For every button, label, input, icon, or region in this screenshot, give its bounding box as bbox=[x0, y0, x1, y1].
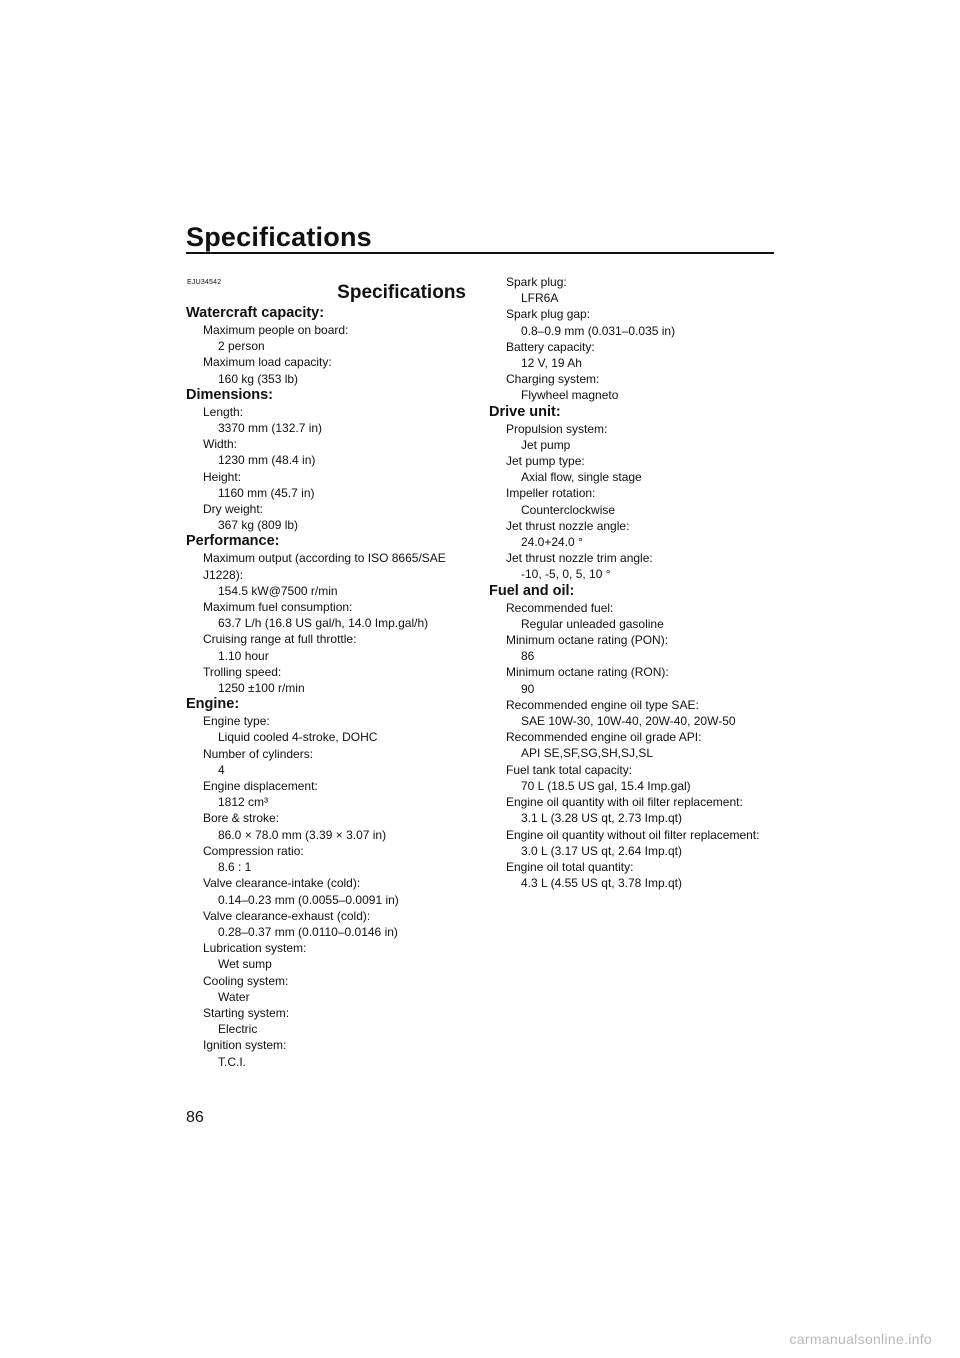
spec-label: Maximum load capacity: bbox=[203, 355, 332, 370]
spec-item bbox=[186, 436, 468, 468]
spec-item bbox=[489, 485, 779, 517]
spec-item bbox=[186, 469, 468, 501]
spec-value: 367 kg (809 lb) bbox=[218, 518, 299, 533]
spec-value: API SE,SF,SG,SH,SJ,SL bbox=[521, 746, 654, 761]
spec-item bbox=[186, 404, 468, 436]
spec-value: 3370 mm (132.7 in) bbox=[218, 421, 323, 436]
spec-label: Ignition system: bbox=[203, 1038, 287, 1053]
spec-label: Height: bbox=[203, 469, 242, 484]
spec-label: Spark plug: bbox=[506, 275, 567, 289]
spec-item bbox=[489, 453, 779, 485]
spec-label: Dry weight: bbox=[203, 502, 264, 517]
spec-value: 154.5 kW@7500 r/min bbox=[218, 583, 338, 598]
spec-value: Axial flow, single stage bbox=[521, 470, 642, 485]
spec-value: Flywheel magneto bbox=[521, 388, 619, 403]
spec-group-heading-watercraft-capacity: Watercraft capacity: bbox=[186, 305, 325, 321]
spec-label: Width: bbox=[203, 437, 238, 452]
spec-value: 0.14–0.23 mm (0.0055–0.0091 in) bbox=[218, 892, 399, 907]
spec-label: Maximum people on board: bbox=[203, 323, 349, 337]
spec-value: 63.7 L/h (16.8 US gal/h, 14.0 Imp.gal/h) bbox=[218, 616, 429, 631]
spec-label: Minimum octane rating (RON): bbox=[506, 665, 669, 680]
spec-value: 0.8–0.9 mm (0.031–0.035 in) bbox=[521, 323, 676, 338]
spec-label: Recommended fuel: bbox=[506, 600, 614, 615]
spec-label: Engine displacement: bbox=[203, 779, 318, 794]
section-title: Specifications bbox=[337, 282, 466, 303]
spec-group-heading-drive-unit: Drive unit: bbox=[489, 403, 561, 420]
spec-value: LFR6A bbox=[521, 291, 559, 306]
spec-group-heading-fuel-and-oil: Fuel and oil: bbox=[489, 582, 575, 599]
spec-item bbox=[489, 518, 779, 550]
spec-value: 1250 ±100 r/min bbox=[218, 681, 305, 696]
spec-label: Battery capacity: bbox=[506, 339, 595, 354]
spec-item bbox=[489, 827, 779, 859]
spec-item bbox=[489, 729, 779, 761]
spec-label: Length: bbox=[203, 404, 244, 419]
spec-label: Spark plug gap: bbox=[506, 307, 591, 322]
spec-label: Recommended engine oil grade API: bbox=[506, 730, 702, 745]
spec-value: 160 kg (353 lb) bbox=[218, 371, 299, 386]
spec-item bbox=[186, 1005, 468, 1037]
header-divider bbox=[186, 252, 774, 254]
spec-value: 2 person bbox=[218, 339, 265, 354]
spec-item bbox=[186, 875, 468, 907]
spec-value: 1230 mm (48.4 in) bbox=[218, 453, 316, 468]
spec-item bbox=[186, 843, 468, 875]
spec-item bbox=[489, 664, 779, 696]
page-header-title: Specifications bbox=[186, 222, 372, 252]
spec-label: Cruising range at full throttle: bbox=[203, 632, 357, 647]
document-code: EJU34542 bbox=[187, 279, 222, 286]
spec-item bbox=[186, 322, 468, 354]
spec-label: Engine oil quantity without oil filter replacement: bbox=[506, 827, 760, 842]
spec-value: 1812 cm³ bbox=[218, 795, 269, 810]
spec-value: 3.0 L (3.17 US qt, 2.64 Imp.qt) bbox=[521, 843, 682, 858]
spec-value: Wet sump bbox=[218, 957, 272, 972]
spec-item bbox=[186, 631, 468, 663]
spec-value: 8.6 : 1 bbox=[218, 860, 252, 875]
spec-label: Minimum octane rating (PON): bbox=[506, 633, 669, 648]
spec-label: Valve clearance-exhaust (cold): bbox=[203, 908, 371, 923]
spec-value: 86 bbox=[521, 649, 535, 664]
spec-label: Bore & stroke: bbox=[203, 811, 280, 826]
spec-label: Jet pump type: bbox=[506, 454, 585, 469]
spec-item bbox=[489, 697, 779, 729]
spec-value: SAE 10W-30, 10W-40, 20W-40, 20W-50 bbox=[521, 714, 736, 729]
spec-item bbox=[186, 778, 468, 810]
spec-item bbox=[186, 599, 468, 631]
spec-item bbox=[489, 274, 779, 306]
spec-item bbox=[186, 664, 468, 696]
watermark: carmanualsonline.info bbox=[789, 1331, 932, 1347]
spec-item bbox=[186, 354, 468, 386]
spec-item bbox=[186, 940, 468, 972]
spec-label: Maximum fuel consumption: bbox=[203, 600, 353, 615]
spec-item bbox=[186, 713, 468, 745]
spec-value: -10, -5, 0, 5, 10 ° bbox=[521, 567, 611, 582]
spec-value: 4 bbox=[218, 762, 225, 777]
spec-label: Impeller rotation: bbox=[506, 486, 596, 501]
spec-value: T.C.I. bbox=[218, 1054, 247, 1069]
spec-label: Valve clearance-intake (cold): bbox=[203, 876, 361, 891]
spec-value: 86.0 × 78.0 mm (3.39 × 3.07 in) bbox=[218, 827, 387, 842]
spec-value: Regular unleaded gasoline bbox=[521, 616, 664, 631]
spec-item bbox=[186, 908, 468, 940]
spec-value: 90 bbox=[521, 681, 535, 696]
spec-label: Maximum output (according to ISO 8665/SAE J1228): bbox=[203, 551, 446, 582]
spec-label: Propulsion system: bbox=[506, 421, 608, 436]
spec-item bbox=[489, 550, 779, 582]
spec-label: Trolling speed: bbox=[203, 664, 282, 679]
spec-item bbox=[489, 794, 779, 826]
spec-label: Engine oil total quantity: bbox=[506, 859, 634, 874]
spec-label: Fuel tank total capacity: bbox=[506, 762, 633, 777]
spec-item bbox=[489, 339, 779, 371]
spec-value: Water bbox=[218, 989, 250, 1004]
spec-label: Starting system: bbox=[203, 1005, 290, 1020]
spec-value: 24.0+24.0 ° bbox=[521, 535, 583, 550]
spec-group-heading-engine: Engine: bbox=[186, 696, 240, 713]
spec-label: Compression ratio: bbox=[203, 843, 304, 858]
spec-item bbox=[489, 632, 779, 664]
spec-group-heading-dimensions: Dimensions: bbox=[186, 386, 274, 403]
spec-label: Lubrication system: bbox=[203, 941, 307, 956]
spec-value: Counterclockwise bbox=[521, 502, 616, 517]
spec-item bbox=[186, 1037, 468, 1069]
spec-column-left bbox=[186, 305, 468, 1070]
spec-item bbox=[489, 306, 779, 338]
spec-label: Jet thrust nozzle trim angle: bbox=[506, 551, 653, 566]
spec-label: Charging system: bbox=[506, 372, 600, 387]
spec-item bbox=[186, 746, 468, 778]
spec-label: Engine oil quantity with oil filter replacement: bbox=[506, 795, 743, 810]
spec-item bbox=[489, 859, 779, 891]
spec-value: Electric bbox=[218, 1022, 258, 1037]
spec-item bbox=[489, 762, 779, 794]
spec-label: Number of cylinders: bbox=[203, 746, 314, 761]
spec-value: 1.10 hour bbox=[218, 648, 269, 663]
spec-item bbox=[489, 371, 779, 403]
spec-item bbox=[489, 421, 779, 453]
page-number: 86 bbox=[186, 1109, 204, 1126]
spec-label: Engine type: bbox=[203, 714, 270, 729]
spec-value: 0.28–0.37 mm (0.0110–0.0146 in) bbox=[218, 924, 398, 939]
spec-item bbox=[186, 550, 468, 599]
spec-item bbox=[186, 810, 468, 842]
spec-value: 12 V, 19 Ah bbox=[521, 356, 582, 371]
spec-label: Cooling system: bbox=[203, 973, 289, 988]
spec-value: 3.1 L (3.28 US qt, 2.73 Imp.qt) bbox=[521, 811, 682, 826]
spec-value: 4.3 L (4.55 US qt, 3.78 Imp.qt) bbox=[521, 876, 682, 891]
spec-column-right bbox=[489, 274, 779, 891]
spec-item bbox=[489, 600, 779, 632]
spec-item bbox=[186, 973, 468, 1005]
spec-value: Liquid cooled 4-stroke, DOHC bbox=[218, 730, 378, 745]
spec-label: Recommended engine oil type SAE: bbox=[506, 697, 699, 712]
spec-label: Jet thrust nozzle angle: bbox=[506, 518, 630, 533]
spec-value: Jet pump bbox=[521, 437, 571, 452]
spec-value: 70 L (18.5 US gal, 15.4 Imp.gal) bbox=[521, 778, 691, 793]
spec-value: 1160 mm (45.7 in) bbox=[218, 485, 315, 500]
spec-group-heading-performance: Performance: bbox=[186, 533, 280, 550]
spec-item bbox=[186, 501, 468, 533]
